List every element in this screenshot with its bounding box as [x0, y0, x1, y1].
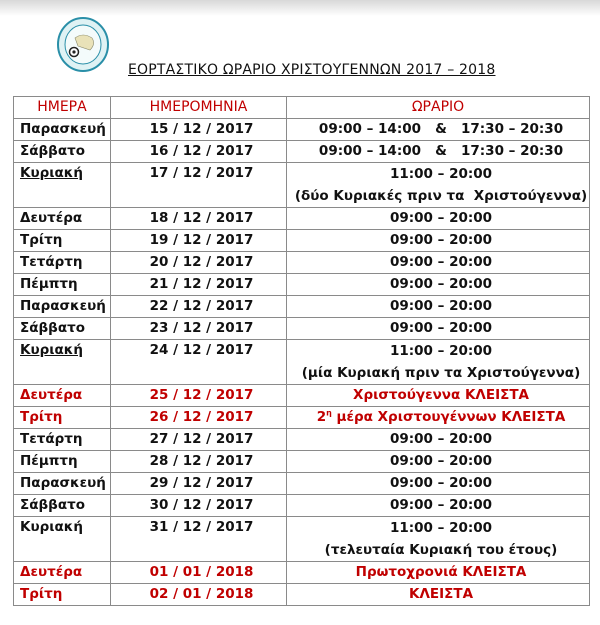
day-cell: [14, 119, 111, 141]
date-cell: 30 / 12 / 2017: [110, 495, 286, 517]
hours-cell: Χριστούγεννα ΚΛΕΙΣΤΑ: [287, 385, 590, 407]
page-title: ΕΟΡΤΑΣΤΙΚΟ ΩΡΑΡΙΟ ΧΡΙΣΤΟΥΓΕΝΝΩΝ 2017 – 2018: [128, 62, 496, 78]
day-name: Κυριακή: [20, 165, 83, 181]
date-cell: 29 / 12 / 2017: [110, 473, 286, 495]
date-cell: 21 / 12 / 2017: [110, 274, 286, 296]
table-row: [14, 163, 590, 208]
hours-cell: 09:00 – 14:00 & 17:30 – 20:30: [287, 141, 590, 163]
table-header-row: [14, 97, 590, 119]
table-row: [14, 473, 590, 495]
table-row: [14, 562, 590, 584]
table-row: [14, 274, 590, 296]
day-cell: [14, 584, 111, 606]
date-cell: 31 / 12 / 2017: [110, 517, 286, 562]
day-cell: [14, 208, 111, 230]
hours-cell: [287, 340, 590, 385]
day-cell: [14, 141, 111, 163]
day-name: Πέμπτη: [20, 453, 78, 469]
hours-cell: 09:00 – 20:00: [287, 274, 590, 296]
day-name: Τρίτη: [20, 586, 63, 602]
date-cell: 01 / 01 / 2018: [110, 562, 286, 584]
hours-cell: ΚΛΕΙΣΤΑ: [287, 584, 590, 606]
table-row: [14, 385, 590, 407]
hours-cell: 09:00 – 20:00: [287, 429, 590, 451]
day-cell: [14, 252, 111, 274]
table-row: [14, 495, 590, 517]
date-cell: 19 / 12 / 2017: [110, 230, 286, 252]
table-row: [14, 119, 590, 141]
day-name: Παρασκευή: [20, 121, 106, 137]
date-cell: 15 / 12 / 2017: [110, 119, 286, 141]
date-cell: 02 / 01 / 2018: [110, 584, 286, 606]
date-cell: 27 / 12 / 2017: [110, 429, 286, 451]
header-day: ΗΜΕΡΑ: [14, 97, 111, 119]
hours-cell: 09:00 – 20:00: [287, 230, 590, 252]
hours-ordinal-suffix: η: [326, 408, 332, 418]
holiday-schedule-table: [13, 96, 590, 606]
day-cell: [14, 340, 111, 385]
hours-text: 11:00 – 20:00: [389, 166, 493, 182]
day-name: Τετάρτη: [20, 254, 83, 270]
day-name: Δευτέρα: [20, 564, 83, 580]
organization-seal-logo: [56, 16, 110, 73]
header-hours: ΩΡΑΡΙΟ: [287, 97, 590, 119]
date-cell: 28 / 12 / 2017: [110, 451, 286, 473]
hours-cell: 09:00 – 20:00: [287, 495, 590, 517]
hours-note: (μία Κυριακή πριν τα Χριστούγεννα): [301, 365, 581, 381]
table-row: [14, 407, 590, 429]
hours-cell: 09:00 – 20:00: [287, 208, 590, 230]
day-name: Παρασκευή: [20, 475, 106, 491]
day-cell: [14, 429, 111, 451]
day-name: Δευτέρα: [20, 210, 83, 226]
hours-cell: Πρωτοχρονιά ΚΛΕΙΣΤΑ: [287, 562, 590, 584]
hours-cell: [287, 163, 590, 208]
hours-cell: 09:00 – 20:00: [287, 296, 590, 318]
day-cell: [14, 517, 111, 562]
date-cell: 24 / 12 / 2017: [110, 340, 286, 385]
hours-cell: 09:00 – 20:00: [287, 318, 590, 340]
date-cell: 18 / 12 / 2017: [110, 208, 286, 230]
hours-cell: 09:00 – 14:00 & 17:30 – 20:30: [287, 119, 590, 141]
hours-text: 11:00 – 20:00: [389, 343, 493, 359]
day-name: Πέμπτη: [20, 276, 78, 292]
day-name: Παρασκευή: [20, 298, 106, 314]
day-cell: [14, 495, 111, 517]
header-date: ΗΜΕΡΟΜΗΝΙΑ: [110, 97, 286, 119]
table-row: [14, 517, 590, 562]
day-name: Τετάρτη: [20, 431, 83, 447]
day-cell: [14, 274, 111, 296]
table-row: [14, 318, 590, 340]
date-cell: 23 / 12 / 2017: [110, 318, 286, 340]
hours-ordinal: 2: [316, 409, 327, 425]
day-cell: [14, 407, 111, 429]
date-cell: 22 / 12 / 2017: [110, 296, 286, 318]
day-cell: [14, 230, 111, 252]
table-row: [14, 230, 590, 252]
top-shadow: [0, 0, 600, 16]
day-name: Σάββατο: [20, 320, 85, 336]
day-name: Σάββατο: [20, 497, 85, 513]
day-cell: [14, 296, 111, 318]
table-row: [14, 208, 590, 230]
hours-cell: [287, 517, 590, 562]
table-row: [14, 429, 590, 451]
table-row: [14, 252, 590, 274]
hours-text: μέρα Χριστουγέννων ΚΛΕΙΣΤΑ: [331, 409, 566, 425]
table-row: [14, 296, 590, 318]
day-cell: [14, 562, 111, 584]
hours-note: (τελευταία Κυριακή του έτους): [324, 542, 558, 558]
day-cell: [14, 163, 111, 208]
hours-cell: 09:00 – 20:00: [287, 451, 590, 473]
date-cell: 26 / 12 / 2017: [110, 407, 286, 429]
day-name: Κυριακή: [20, 519, 83, 535]
table-row: [14, 340, 590, 385]
day-cell: [14, 473, 111, 495]
hours-cell: 09:00 – 20:00: [287, 473, 590, 495]
day-name: Κυριακή: [20, 342, 83, 358]
table-row: [14, 584, 590, 606]
day-name: Τρίτη: [20, 409, 63, 425]
hours-text: 11:00 – 20:00: [389, 520, 493, 536]
date-cell: 25 / 12 / 2017: [110, 385, 286, 407]
hours-cell: 09:00 – 20:00: [287, 252, 590, 274]
day-cell: [14, 451, 111, 473]
date-cell: 16 / 12 / 2017: [110, 141, 286, 163]
day-cell: [14, 385, 111, 407]
day-cell: [14, 318, 111, 340]
date-cell: 20 / 12 / 2017: [110, 252, 286, 274]
day-name: Σάββατο: [20, 143, 85, 159]
table-row: [14, 141, 590, 163]
hours-cell: [287, 407, 590, 429]
date-cell: 17 / 12 / 2017: [110, 163, 286, 208]
hours-note: (δύο Κυριακές πριν τα Χριστούγεννα): [294, 188, 588, 204]
day-name: Δευτέρα: [20, 387, 83, 403]
day-name: Τρίτη: [20, 232, 63, 248]
table-row: [14, 451, 590, 473]
